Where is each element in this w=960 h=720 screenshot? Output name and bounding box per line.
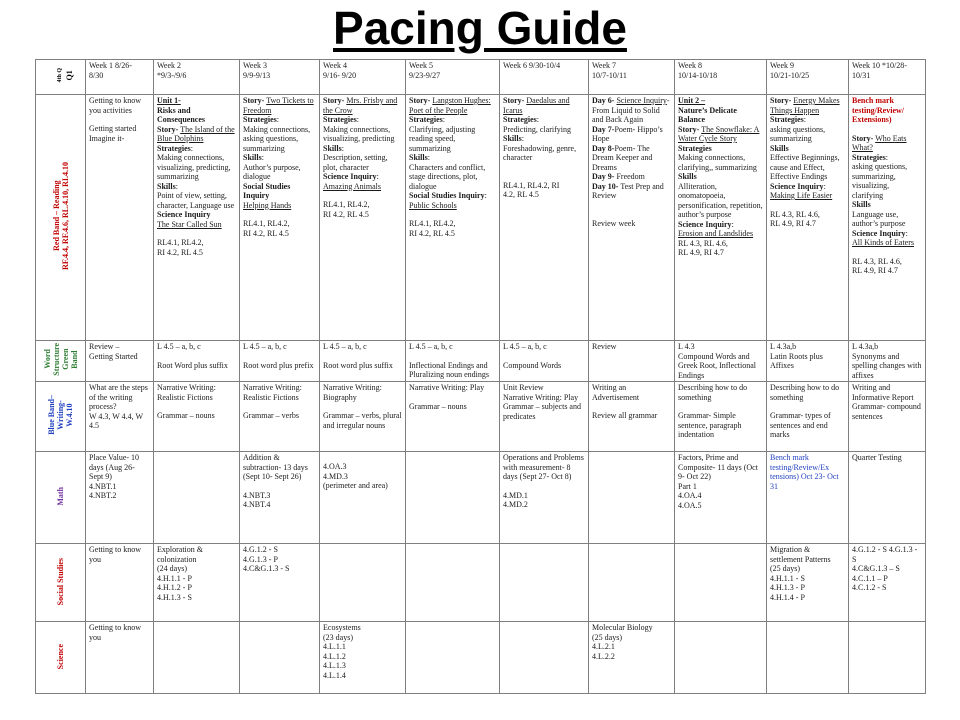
word-cell: L 4.5 – a, b, c Inflectional Endings and Pluralizing noun endings	[406, 341, 500, 382]
reading-cell: Story- Energy Makes Things Happen Strategies: asking questions, summarizing Skills Effective Beginnings, cause and Effect, Effective Endings Science Inquiry: Making Life Easier RL 4.3, RL 4.6, RL 4.9, RI 4.7	[767, 95, 849, 341]
science-cell-empty	[767, 622, 849, 694]
reading-row-label: Red Band – Reading RF.4.4, RF.4.6, RL.4.10, RI.4.10	[36, 95, 86, 341]
week-header: Week 1 8/26- 8/30	[86, 60, 154, 95]
science-cell-empty	[240, 622, 320, 694]
science-cell: Getting to know you	[86, 622, 154, 694]
social-row-label: Social Studies	[36, 544, 86, 622]
science-cell: Ecosystems (23 days) 4.L.1.1 4.L.1.2 4.L.1.3 4.L.1.4	[320, 622, 406, 694]
week-header: Week 8 10/14-10/18	[675, 60, 767, 95]
word-row-label: Word Structure Green Band	[36, 341, 86, 382]
word-cell: L 4.5 – a, b, c Root word plus suffix	[320, 341, 406, 382]
week-header: Week 4 9/16- 9/20	[320, 60, 406, 95]
week-header: Week 6 9/30-10/4	[500, 60, 589, 95]
social-cell-empty	[500, 544, 589, 622]
reading-cell: Unit 2 – Nature’s Delicate Balance Story- The Snowflake: A Water Cycle Story Strategies Making connections, clarifying,, summarizing Skills Alliteration, onomatopoeia, personification, repetition, author’s purpose Science Inquiry: Erosion and Landslides RL 4.3, RL 4.6, RL 4.9, RI 4.7	[675, 95, 767, 341]
word-cell: L 4.3a,b Synonyms and spelling changes with affixes	[849, 341, 926, 382]
science-row-label: Science	[36, 622, 86, 694]
word-cell: L 4.3a,b Latin Roots plus Affixes	[767, 341, 849, 382]
writing-cell: What are the steps of the writing process? W 4.3, W 4.4, W 4.5	[86, 382, 154, 452]
social-cell-empty	[320, 544, 406, 622]
page-title: Pacing Guide	[333, 2, 627, 54]
reading-cell: Story- Mrs. Frisby and the Crow Strategies: Making connections, visualizing, predicting Skills: Description, setting, plot, character Science Inquiry: Amazing Animals RL4.1, RL4.2, RI 4.2, RL 4.5	[320, 95, 406, 341]
week-header: Week 2 *9/3-/9/6	[154, 60, 240, 95]
quarter-label-cell	[36, 60, 86, 95]
reading-cell: Unit 1- Risks and Consequences Story- The Island of the Blue Dolphins Strategies: Making connections, visualizing, predicting, summarizing Skills: Point of view, setting, character, Language use Science Inquiry The Star Called Sun RL4.1, RL4.2, RI 4.2, RL 4.5	[154, 95, 240, 341]
science-cell: Molecular Biology (25 days) 4.L.2.1 4.L.2.2	[589, 622, 675, 694]
reading-cell: Getting to know you activities Getting started Imagine it-	[86, 95, 154, 341]
math-cell: 4.OA.3 4.MD.3 (perimeter and area)	[320, 452, 406, 544]
writing-cell: Describing how to do something Grammar- Simple sentence, paragraph indentation	[675, 382, 767, 452]
math-cell-empty	[589, 452, 675, 544]
word-cell: L 4.5 – a, b, c Root word plus prefix	[240, 341, 320, 382]
social-cell-empty	[406, 544, 500, 622]
social-cell: Migration & settlement Patterns (25 days) 4.H.1.1 - S 4.H.1.3 - P 4.H.1.4 - P	[767, 544, 849, 622]
math-row	[36, 452, 926, 544]
week-header: Week 10 *10/28- 10/31	[849, 60, 926, 95]
science-cell-empty	[675, 622, 767, 694]
reading-cell: Story- Langston Hughes: Poet of the People Strategies: Clarifying, adjusting reading speed, summarizing Skills: Characters and conflict, stage directions, plot, dialogue Social Studies Inquiry: Public Schools RL4.1, RL4.2, RI 4.2, RL 4.5	[406, 95, 500, 341]
reading-cell: Story- Two Tickets to Freedom Strategies: Making connections, asking questions, summarizing Skills: Author’s purpose, dialogue Social Studies Inquiry Helping Hands RL4.1, RL4.2, RI 4.2, RL 4.5	[240, 95, 320, 341]
word-cell: L 4.5 – a, b, c Compound Words	[500, 341, 589, 382]
word-cell: Review	[589, 341, 675, 382]
reading-cell: Story- Daedalus and Icarus Strategies: Predicting, clarifying Skills: Foreshadowing, genre, character RL4.1, RL4.2, RI 4.2, RL 4.5	[500, 95, 589, 341]
pacing-table	[35, 59, 926, 694]
quarter-small-label: 4th Q	[56, 68, 63, 83]
science-cell-empty	[406, 622, 500, 694]
math-cell: Operations and Problems with measurement- 8 days (Sept 27- Oct 8) 4.MD.1 4.MD.2	[500, 452, 589, 544]
writing-row-label: Blue Band– Writing- W.4.10	[36, 382, 86, 452]
social-cell: 4.G.1.2 - S 4.G.1.3 - S 4.C&G.1.3 – S 4.C.1.1 – P 4.C.1.2 - S	[849, 544, 926, 622]
word-cell: L 4.5 – a, b, c Root Word plus suffix	[154, 341, 240, 382]
math-cell: Quarter Testing	[849, 452, 926, 544]
math-cell-empty	[406, 452, 500, 544]
word-cell: L 4.3 Compound Words and Greek Root, Inflectional Endings	[675, 341, 767, 382]
writing-cell: Narrative Writing: Play Grammar – nouns	[406, 382, 500, 452]
social-studies-row	[36, 544, 926, 622]
math-cell: Bench mark testing/Review/Ex tensions) Oct 23- Oct 31	[767, 452, 849, 544]
writing-cell: Narrative Writing: Realistic Fictions Grammar – nouns	[154, 382, 240, 452]
reading-cell: Day 6- Science Inquiry- From Liquid to Solid and Back Again Day 7-Poem- Hippo’s Hope Day 8-Poem- The Dream Keeper and Dreams Day 9- Freedom Day 10- Test Prep and Review Review week	[589, 95, 675, 341]
word-cell: Review – Getting Started	[86, 341, 154, 382]
writing-cell: Unit Review Narrative Writing: Play Grammar – subjects and predicates	[500, 382, 589, 452]
word-structure-row	[36, 341, 926, 382]
math-cell-empty	[154, 452, 240, 544]
header-row	[36, 60, 926, 95]
week-header: Week 9 10/21-10/25	[767, 60, 849, 95]
week-header: Week 3 9/9-9/13	[240, 60, 320, 95]
math-row-label: Math	[36, 452, 86, 544]
math-cell: Factors, Prime and Composite- 11 days (Oct 9- Oct 22) Part 1 4.OA.4 4.OA.5	[675, 452, 767, 544]
writing-cell: Narrative Writing: Biography Grammar – verbs, plural and irregular nouns	[320, 382, 406, 452]
social-cell-empty	[675, 544, 767, 622]
math-cell: Place Value- 10 days (Aug 26- Sept 9) 4.NBT.1 4.NBT.2	[86, 452, 154, 544]
writing-cell: Describing how to do something Grammar- types of sentences and end marks	[767, 382, 849, 452]
week-header: Week 5 9/23-9/27	[406, 60, 500, 95]
math-cell: Addition & subtraction- 13 days (Sept 10- Sept 26) 4.NBT.3 4.NBT.4	[240, 452, 320, 544]
science-cell-empty	[500, 622, 589, 694]
writing-cell: Writing and Informative Report Grammar- compound sentences	[849, 382, 926, 452]
social-cell: Exploration & colonization (24 days) 4.H.1.1 - P 4.H.1.2 - P 4.H.1.3 - S	[154, 544, 240, 622]
quarter-label: Q1	[64, 70, 74, 81]
science-cell-empty	[849, 622, 926, 694]
social-cell: 4.G.1.2 - S 4.G.1.3 - P 4.C&G.1.3 - S	[240, 544, 320, 622]
reading-row	[36, 95, 926, 341]
science-row	[36, 622, 926, 694]
writing-row	[36, 382, 926, 452]
week-header: Week 7 10/7-10/11	[589, 60, 675, 95]
writing-cell: Writing an Advertisement Review all grammar	[589, 382, 675, 452]
reading-cell: Bench mark testing/Review/ Extensions) Story- Who Eats What? Strategies: asking questions, summarizing, visualizing, clarifying Skills Language use, author’s purpose Science Inquiry: All Kinds of Eaters RL 4.3, RL 4.6, RL 4.9, RI 4.7	[849, 95, 926, 341]
science-cell-empty	[154, 622, 240, 694]
social-cell: Getting to know you	[86, 544, 154, 622]
social-cell-empty	[589, 544, 675, 622]
writing-cell: Narrative Writing: Realistic Fictions Grammar – verbs	[240, 382, 320, 452]
